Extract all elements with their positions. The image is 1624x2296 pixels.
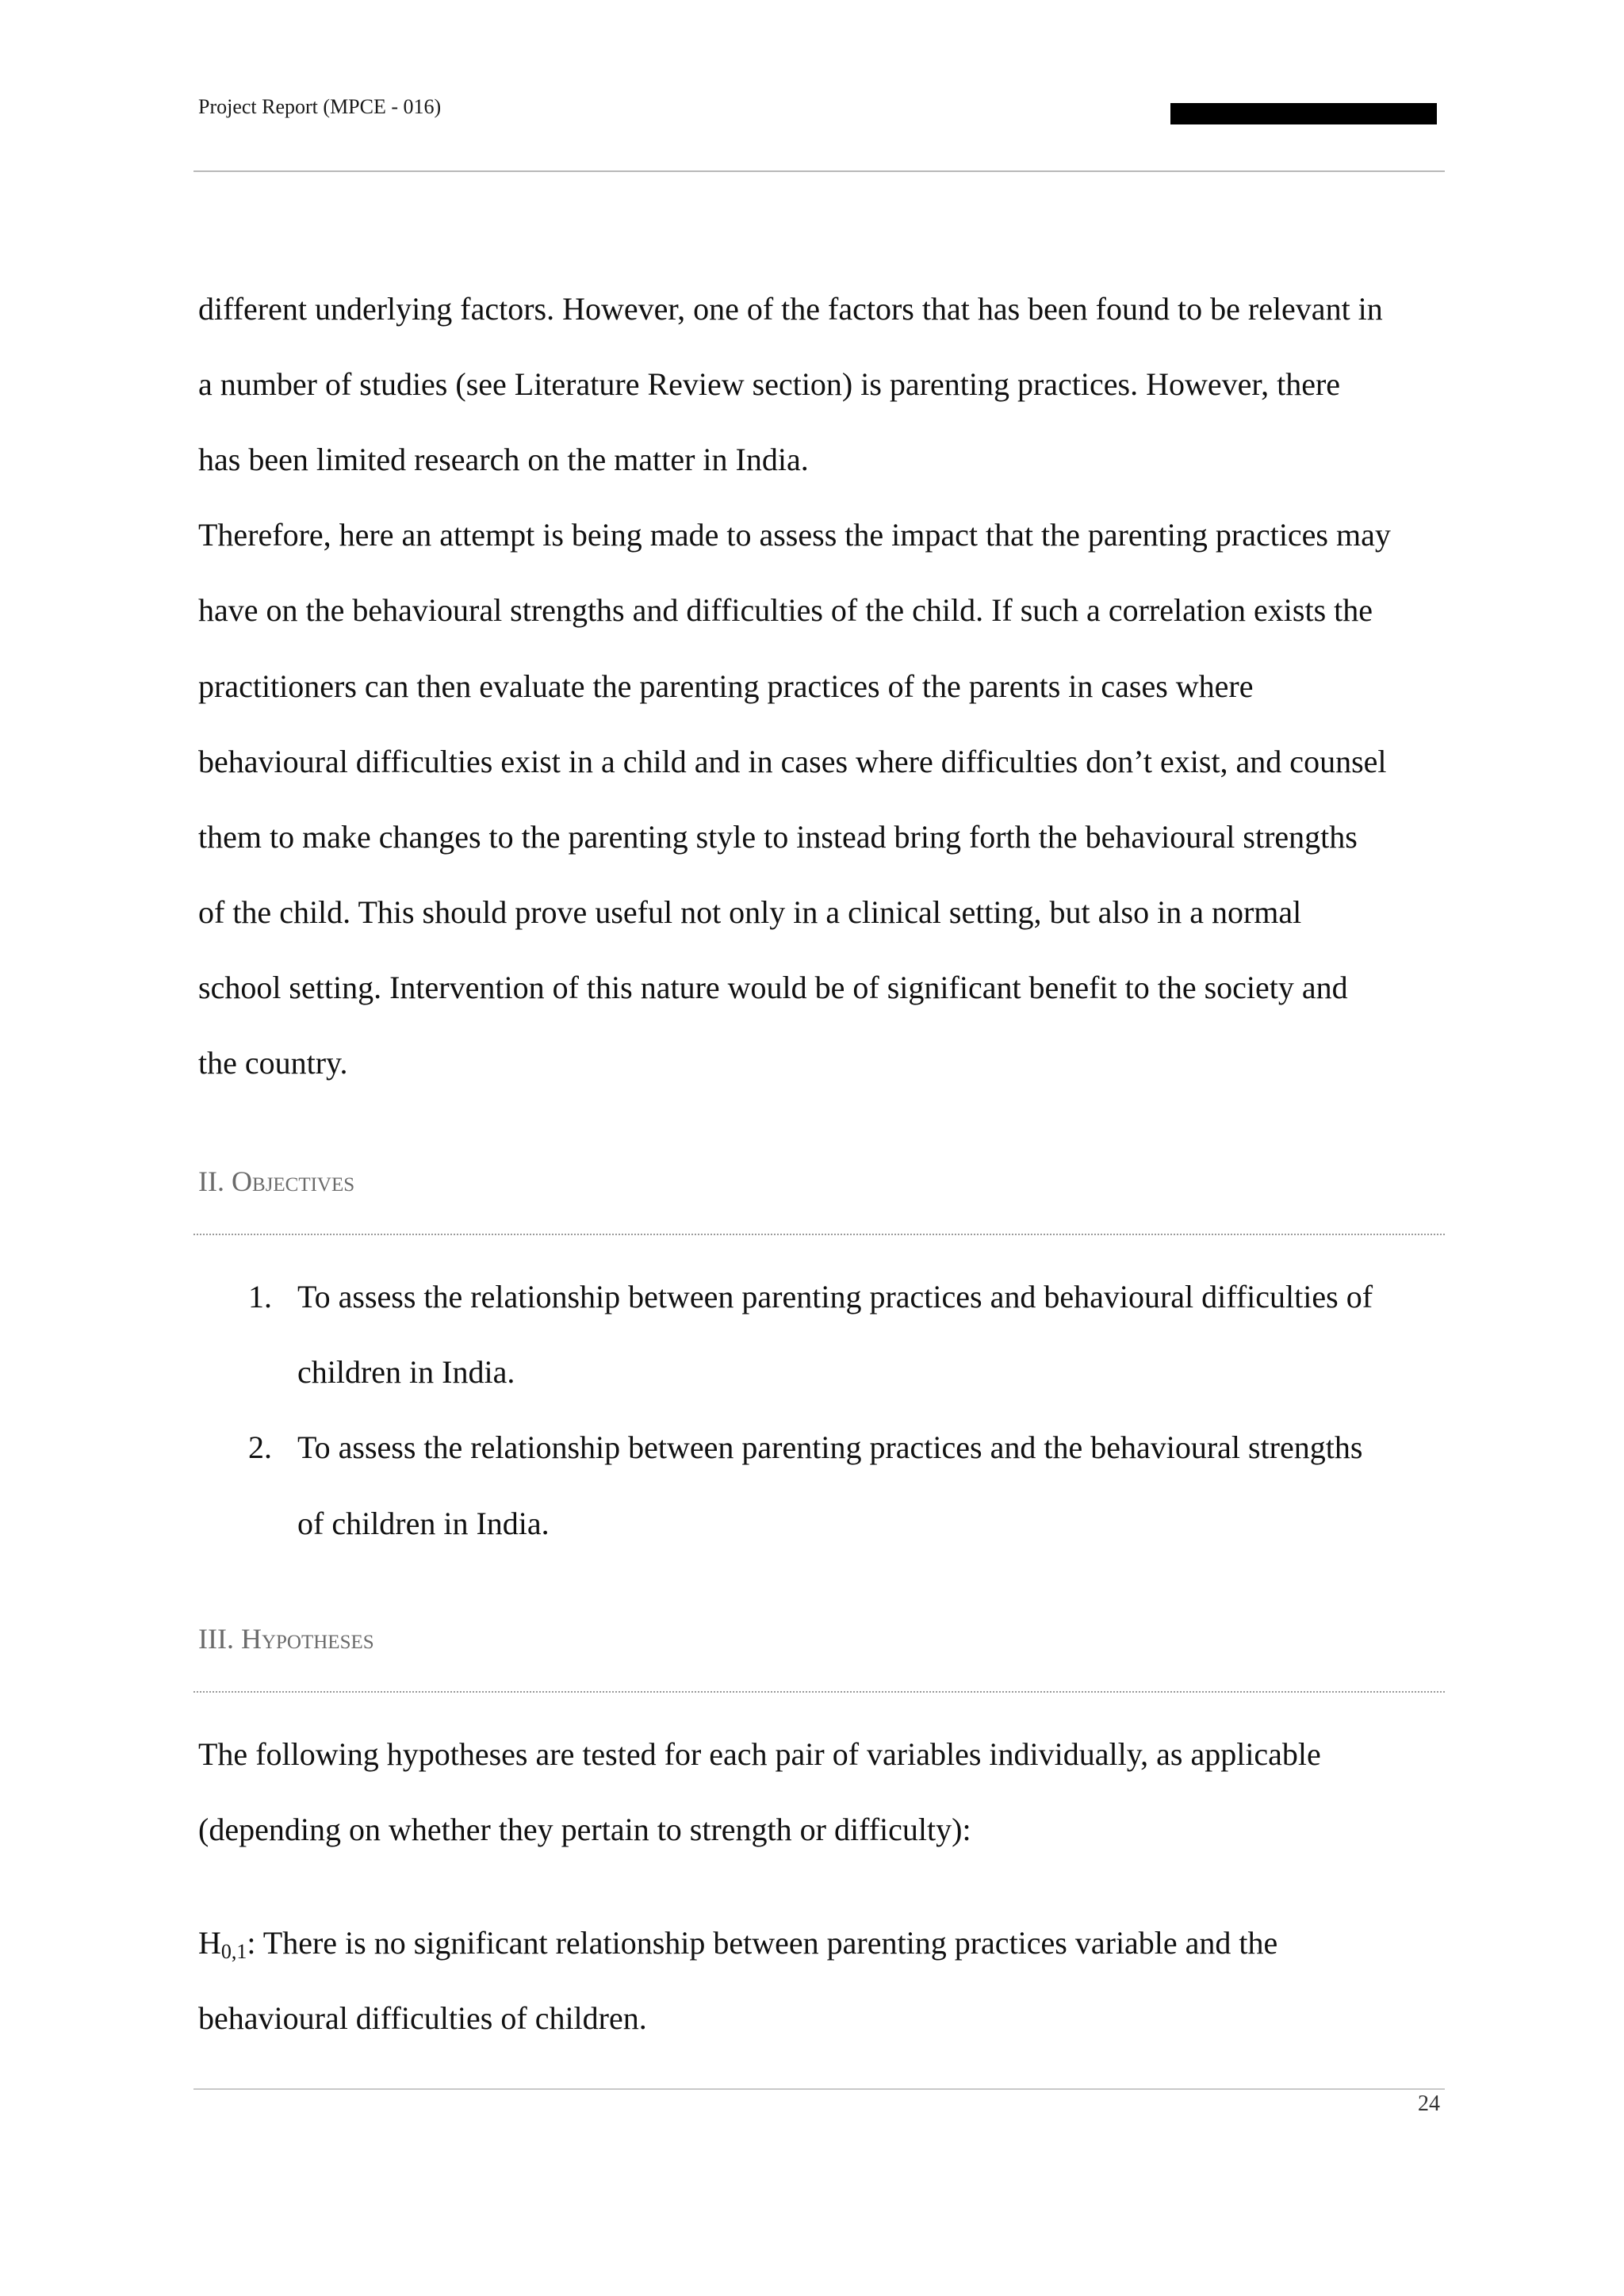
paragraph-line: practitioners can then evaluate the parenting practices of the parents in cases where <box>198 668 1254 704</box>
list-item-line: of children in India. <box>297 1506 550 1541</box>
section-heading-hypotheses <box>198 1624 374 1653</box>
section-numeral: III. <box>198 1623 234 1655</box>
section-heading-objectives <box>198 1167 354 1196</box>
list-item-number: 2. <box>248 1429 272 1465</box>
redaction-bar <box>1170 103 1437 124</box>
paragraph-line: school setting. Intervention of this nature would be of significant benefit to the society and <box>198 970 1348 1005</box>
list-item-line: children in India. <box>297 1354 515 1390</box>
paragraph-line: Therefore, here an attempt is being made to assess the impact that the parenting practices may <box>198 517 1391 553</box>
hypothesis-h01-continued: behavioural difficulties of children. <box>198 2000 647 2036</box>
paragraph-line: have on the behavioural strengths and difficulties of the child. If such a correlation exists the <box>198 592 1373 628</box>
hypothesis-h01 <box>198 1925 1278 1963</box>
paragraph-line: behavioural difficulties exist in a child and in cases where difficulties don’t exist, and counsel <box>198 744 1387 779</box>
paragraph-line: of the child. This should prove useful not only in a clinical setting, but also in a normal <box>198 894 1302 930</box>
section-divider <box>193 1691 1445 1693</box>
page-number: 24 <box>1418 2091 1440 2116</box>
footer-divider <box>193 2088 1445 2090</box>
header-divider <box>193 170 1445 172</box>
section-title: Hypotheses <box>240 1623 374 1655</box>
paragraph-line: a number of studies (see Literature Review section) is parenting practices. However, there <box>198 366 1341 402</box>
list-item-line: To assess the relationship between parenting practices and the behavioural strengths <box>297 1429 1363 1465</box>
hypothesis-text: : There is no significant relationship between parenting practices variable and the <box>247 1925 1278 1961</box>
hypothesis-subscript: 0,1 <box>220 1940 247 1963</box>
paragraph-line: them to make changes to the parenting style to instead bring forth the behavioural strengths <box>198 819 1358 855</box>
list-item-number: 1. <box>248 1279 272 1314</box>
paragraph-line: the country. <box>198 1045 348 1081</box>
hypothesis-symbol: H <box>198 1925 221 1961</box>
list-item-line: To assess the relationship between parenting practices and behavioural difficulties of <box>297 1279 1373 1314</box>
paragraph-line: has been limited research on the matter in India. <box>198 442 809 477</box>
section-title: Objectives <box>231 1165 355 1197</box>
section-divider <box>193 1234 1445 1235</box>
section-numeral: II. <box>198 1165 224 1197</box>
running-header-title: Project Report (MPCE - 016) <box>198 95 442 118</box>
hypotheses-intro-line: The following hypotheses are tested for each pair of variables individually, as applicable <box>198 1736 1321 1772</box>
paragraph-line: different underlying factors. However, one of the factors that has been found to be relevant in <box>198 291 1383 327</box>
hypotheses-intro-line: (depending on whether they pertain to strength or difficulty): <box>198 1812 971 1847</box>
